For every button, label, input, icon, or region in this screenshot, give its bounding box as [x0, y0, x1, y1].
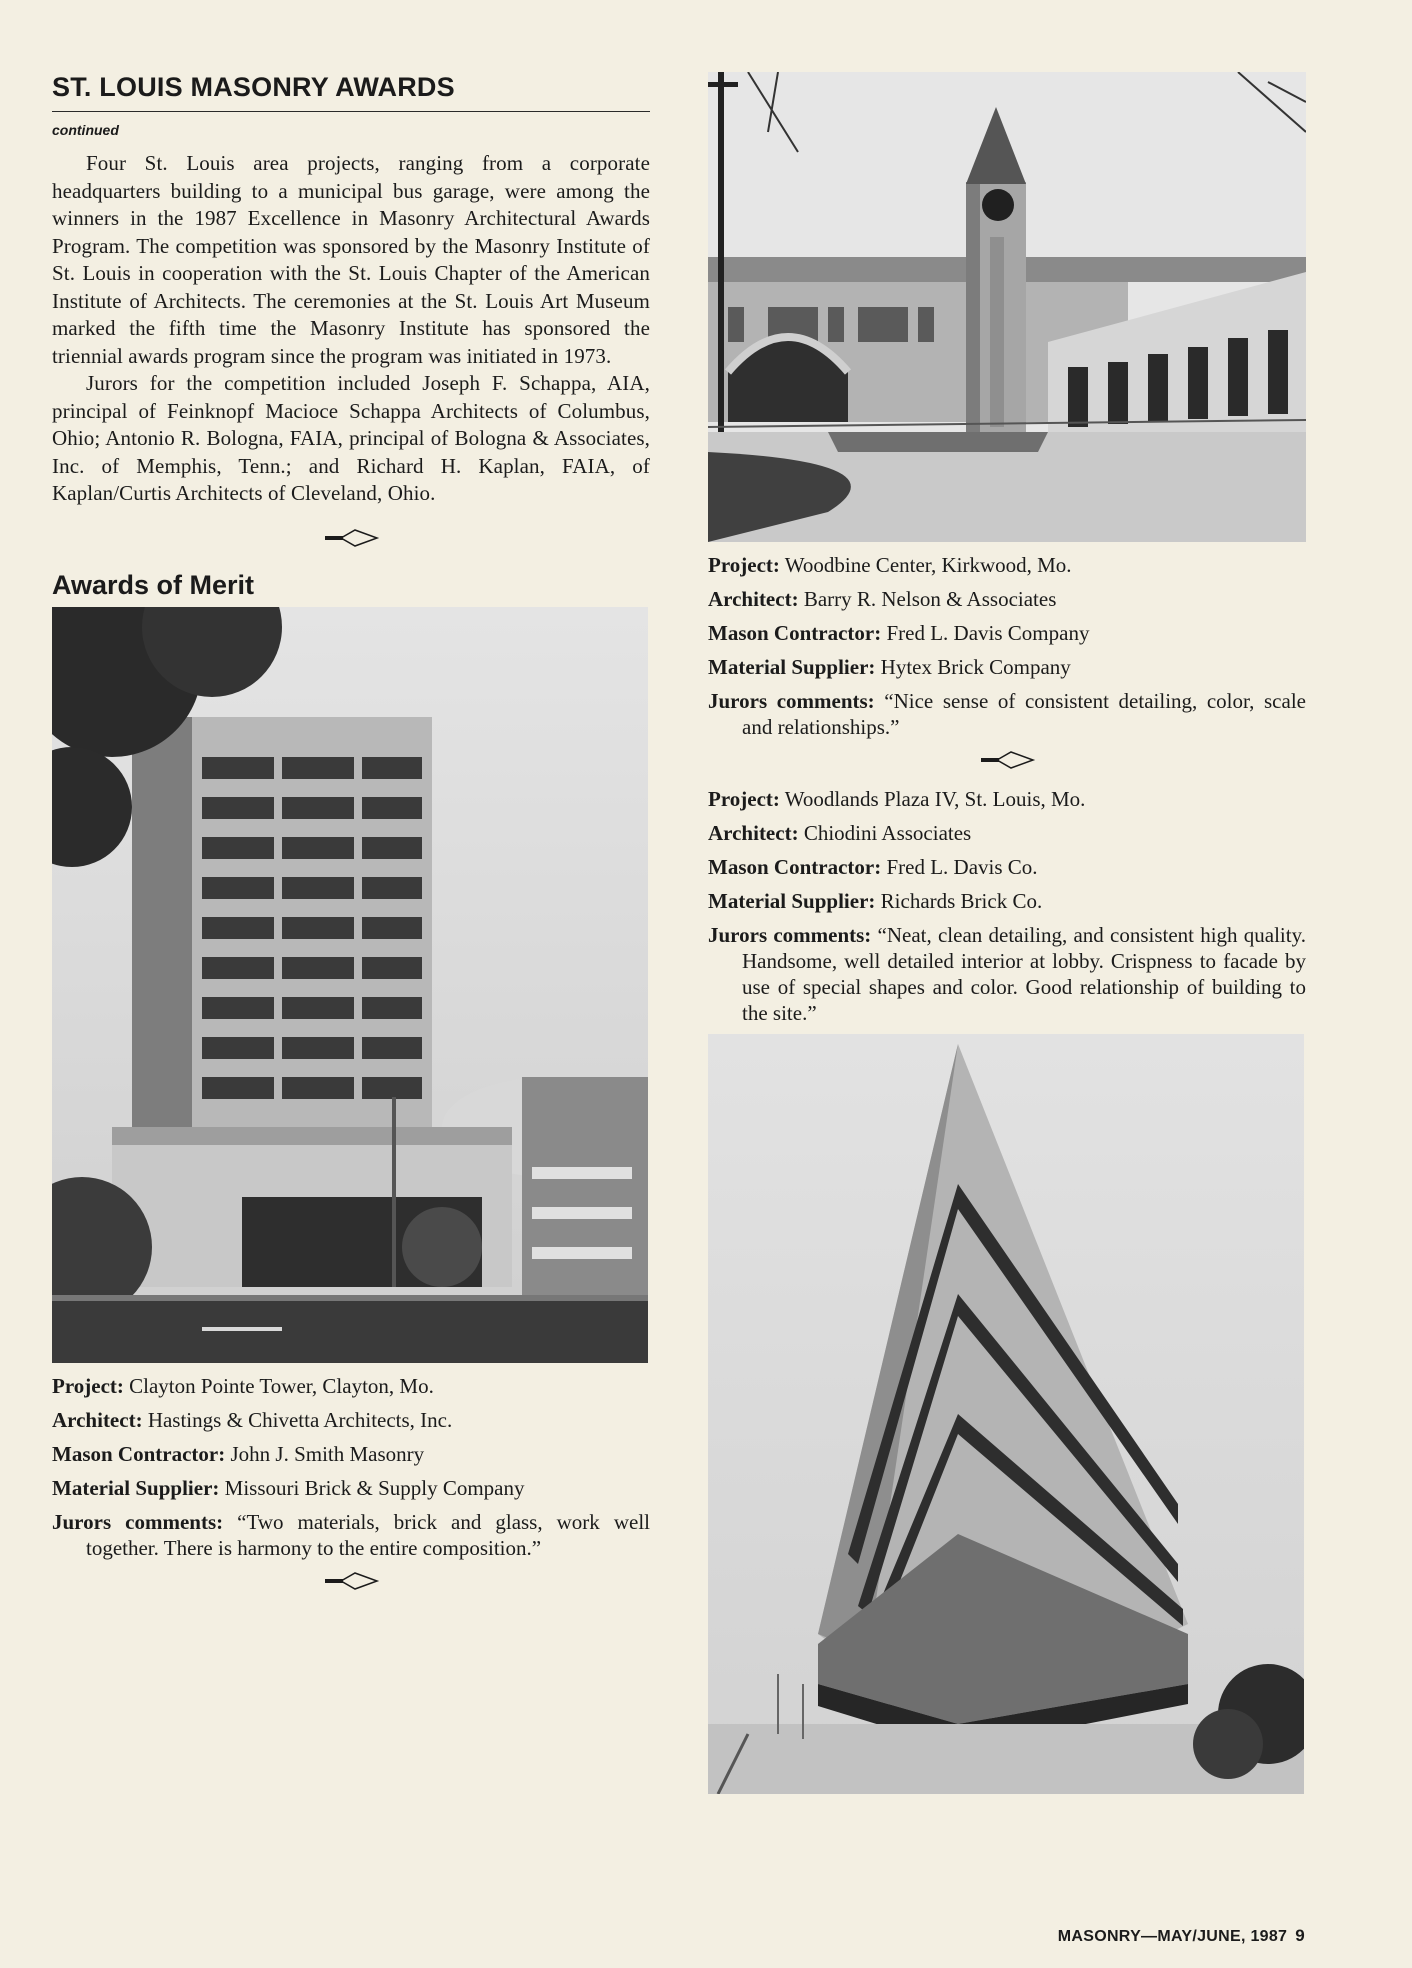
architect-line: Architect: Barry R. Nelson & Associates	[708, 587, 1057, 611]
supplier-line: Material Supplier: Richards Brick Co.	[708, 889, 1043, 913]
publication-name: MASONRY—MAY/JUNE, 1987	[1057, 1928, 1288, 1945]
project-info-woodbine	[708, 552, 1306, 740]
page-footer	[1058, 1926, 1305, 1946]
jurors-line: Jurors comments: “Neat, clean detailing, and consistent high quality. Handsome, well detailed interior at lobby. Crispness to facade by use of special shapes and color. Good relationship of building to the site.”	[708, 923, 1306, 1025]
architect-line: Architect: Hastings & Chivetta Architects, Inc.	[52, 1407, 453, 1432]
clayton-pointe-tower-photo	[52, 607, 648, 1363]
mason-line: Mason Contractor: Fred L. Davis Co.	[708, 855, 1038, 879]
arrow-separator-icon	[977, 748, 1037, 772]
jurors-line: Jurors comments: “Nice sense of consistent detailing, color, scale and relationships.”	[708, 689, 1306, 739]
intro-paragraph: Jurors for the competition included Joseph F. Schappa, AIA, principal of Feinknopf Macioce Schappa Architects of Columbus, Ohio; Antonio R. Bologna, FAIA, principal of Bologna & Associates, Inc. of Memphis, Tenn.; and Richard H. Kaplan, FAIA, of Kaplan/Curtis Architects of Cleveland, Ohio.	[52, 371, 650, 505]
supplier-line: Material Supplier: Missouri Brick & Supply Company	[52, 1475, 525, 1500]
jurors-line: Jurors comments: “Two materials, brick and glass, work well together. There is harmony to the entire composition.”	[52, 1509, 650, 1560]
mason-line: Mason Contractor: Fred L. Davis Company	[708, 621, 1090, 645]
project-line: Project: Clayton Pointe Tower, Clayton, Mo.	[52, 1373, 434, 1398]
supplier-line: Material Supplier: Hytex Brick Company	[708, 655, 1071, 679]
woodlands-plaza-photo	[708, 1034, 1304, 1794]
project-info-woodlands	[708, 786, 1306, 1026]
intro-text	[52, 150, 650, 508]
mason-line: Mason Contractor: John J. Smith Masonry	[52, 1441, 425, 1466]
left-column	[52, 72, 650, 1593]
project-line: Project: Woodbine Center, Kirkwood, Mo.	[708, 553, 1072, 577]
awards-of-merit-heading: Awards of Merit	[52, 569, 255, 600]
architect-line: Architect: Chiodini Associates	[708, 821, 972, 845]
project-info-clayton	[52, 1373, 650, 1561]
arrow-separator-icon	[321, 1569, 381, 1593]
arrow-separator-icon	[321, 526, 381, 550]
section-title: ST. LOUIS MASONRY AWARDS	[52, 72, 650, 112]
intro-paragraph: Four St. Louis area projects, ranging from a corporate headquarters building to a municipal bus garage, were among the winners in the 1987 Excellence in Masonry Architectural Awards Program. The competition was sponsored by the Masonry Institute of St. Louis in cooperation with the St. Louis Chapter of the American Institute of Architects. The ceremonies at the St. Louis Art Museum marked the fifth time the Masonry Institute has sponsored the triennial awards program since the program was initiated in 1973.	[52, 151, 650, 368]
right-column	[708, 72, 1306, 1794]
page-number: 9	[1295, 1926, 1305, 1945]
continued-label: continued	[52, 122, 119, 138]
woodbine-center-photo	[708, 72, 1306, 542]
project-line: Project: Woodlands Plaza IV, St. Louis, Mo.	[708, 787, 1086, 811]
